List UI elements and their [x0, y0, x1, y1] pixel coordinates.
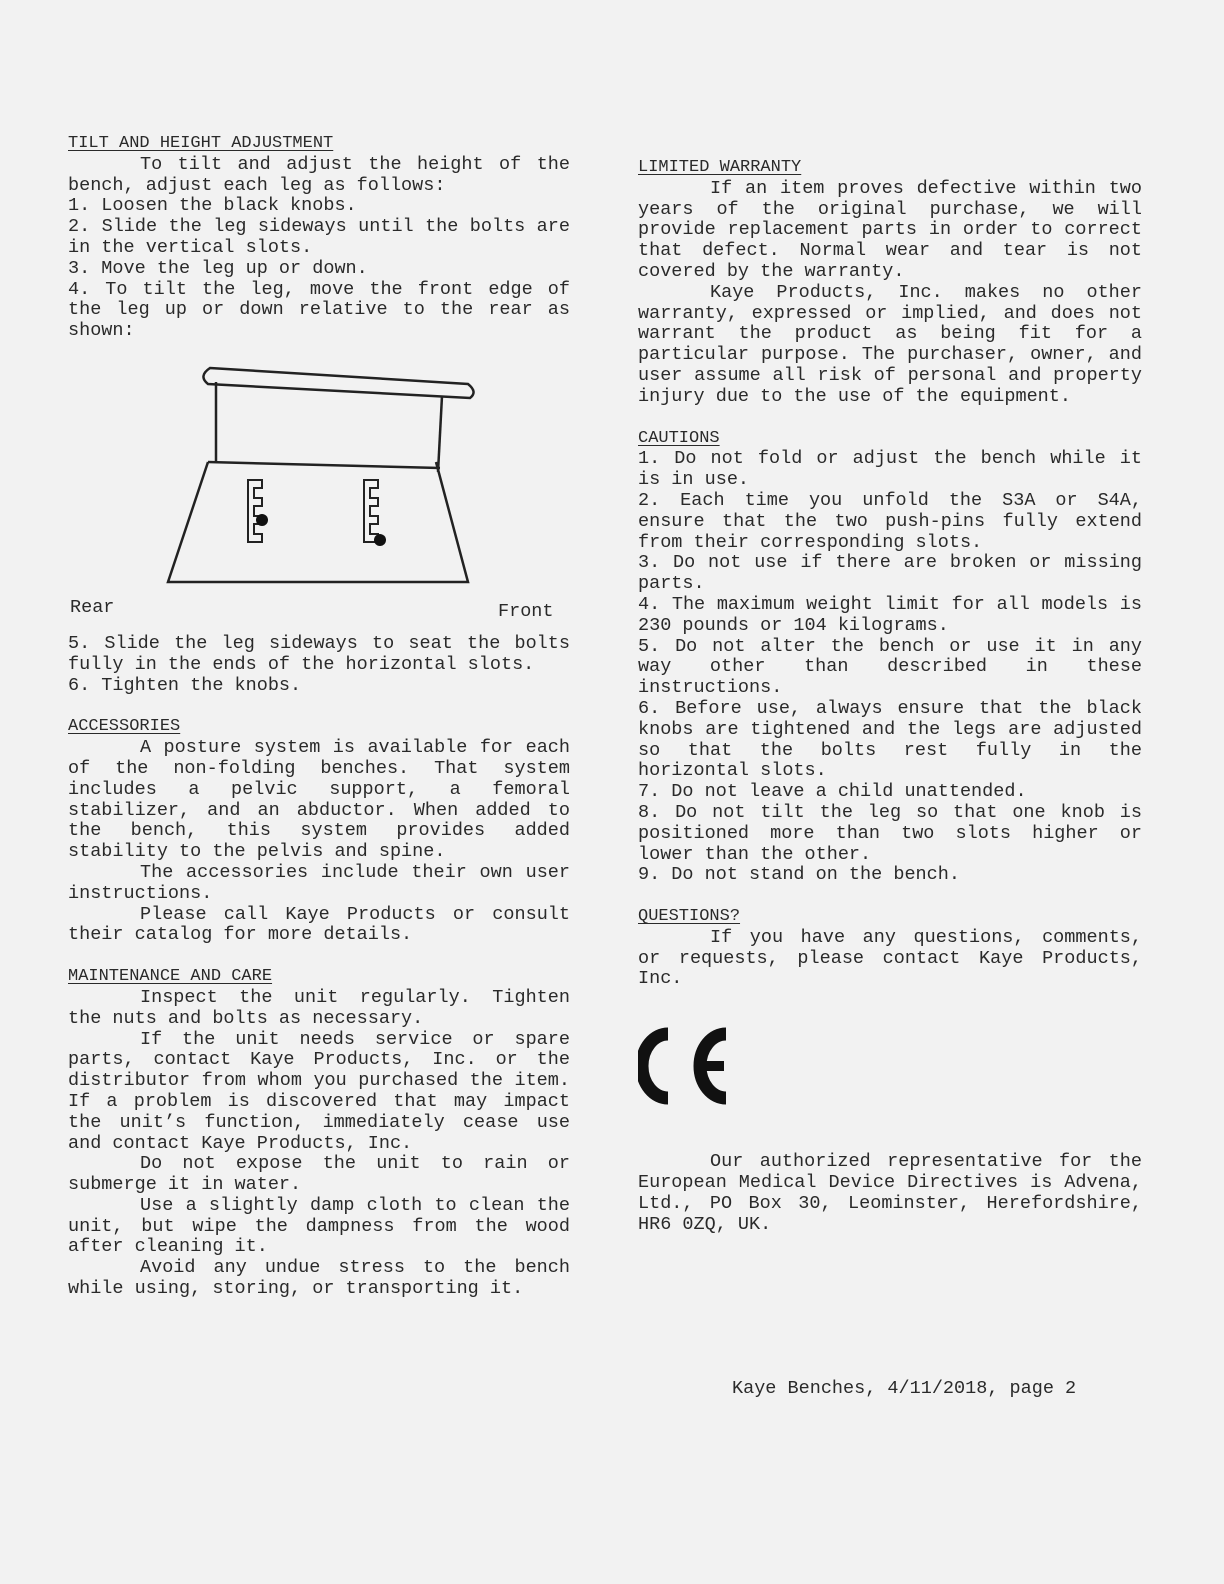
rear-slot	[248, 480, 262, 542]
caution-item: 9. Do not stand on the bench.	[638, 864, 960, 886]
caution-item: 7. Do not leave a child unattended.	[638, 781, 1027, 803]
rear-knob	[256, 514, 268, 526]
maintenance-paragraph: Use a slightly damp cloth to clean the unit, but wipe the dampness from the wood after cleaning it.	[68, 1194, 570, 1258]
maintenance-heading: MAINTENANCE AND CARE	[68, 967, 273, 987]
representative-paragraph: Our authorized representative for the European Medical Device Directives is Advena, Ltd., PO Box 30, Leominster, Herefordshire, HR6 0ZQ, UK.	[638, 1151, 1142, 1235]
caution-item: 5. Do not alter the bench or use it in any way other than described in these instructions.	[638, 635, 1142, 699]
maintenance-paragraph: Inspect the unit regularly. Tighten the nuts and bolts as necessary.	[68, 986, 570, 1029]
maintenance-paragraph: Avoid any undue stress to the bench while using, storing, or transporting it.	[68, 1257, 570, 1300]
warranty-paragraph: If an item proves defective within two years of the original purchase, we will provide replacement parts in order to correct that defect. Normal wear and tear is not covered by the warranty.	[638, 177, 1142, 282]
bench-front-upright	[438, 396, 442, 472]
tilt-heading: TILT AND HEIGHT ADJUSTMENT	[68, 134, 334, 153]
accessories-paragraph: A posture system is available for each of the non-folding benches. That system includes a pelvic support, a femoral stabilizer, and an abductor. When added to the bench, this system provides added stability to the pelvis and spine.	[68, 737, 570, 863]
tilt-intro: To tilt and adjust the height of the bench, adjust each leg as follows:	[68, 153, 570, 196]
questions-heading: QUESTIONS?	[638, 907, 741, 927]
caution-item: 8. Do not tilt the leg so that one knob is positioned more than two slots higher or lower than the other.	[638, 801, 1142, 865]
caution-item: 2. Each time you unfold the S3A or S4A, ensure that the two push-pins fully extend from their corresponding slots.	[638, 489, 1142, 553]
accessories-paragraph: The accessories include their own user instructions.	[68, 861, 570, 904]
rear-label: Rear	[70, 596, 115, 618]
tilt-step: 6. Tighten the knobs.	[68, 674, 302, 696]
bench-leg-frame	[168, 462, 468, 582]
caution-item: 4. The maximum weight limit for all models is 230 pounds or 104 kilograms.	[638, 593, 1142, 636]
maintenance-paragraph: If the unit needs service or spare parts, contact Kaye Products, Inc. or the distributor from whom you purchased the item. If a problem is discovered that may impact the unit’s function, immediately cease use and contact Kaye Products, Inc.	[68, 1028, 570, 1154]
front-knob	[374, 534, 386, 546]
bench-top	[203, 368, 473, 398]
tilt-step: 5. Slide the leg sideways to seat the bolts fully in the ends of the horizontal slots.	[68, 632, 570, 675]
front-label: Front	[498, 600, 554, 622]
bench-crossbar	[208, 462, 440, 468]
questions-paragraph: If you have any questions, comments, or requests, please contact Kaye Products, Inc.	[638, 926, 1142, 990]
bench-leg-diagram	[68, 350, 488, 590]
tilt-step: 2. Slide the leg sideways until the bolts are in the vertical slots.	[68, 216, 570, 258]
caution-item: 3. Do not use if there are broken or missing parts.	[638, 552, 1142, 595]
caution-item: 1. Do not fold or adjust the bench while it is in use.	[638, 448, 1142, 491]
accessories-heading: ACCESSORIES	[68, 717, 181, 737]
tilt-step: 3. Move the leg up or down.	[68, 257, 368, 279]
cautions-heading: CAUTIONS	[638, 428, 720, 448]
page-footer: Kaye Benches, 4/11/2018, page 2	[732, 1378, 1077, 1399]
front-slot	[364, 480, 378, 542]
warranty-heading: LIMITED WARRANTY	[638, 158, 802, 177]
tilt-step: 4. To tilt the leg, move the front edge of the leg up or down relative to the rear as shown:	[68, 278, 570, 342]
ce-mark-logo	[638, 1026, 738, 1106]
accessories-paragraph: Please call Kaye Products or consult their catalog for more details.	[68, 903, 570, 946]
left-column	[68, 134, 570, 1300]
right-column	[638, 158, 1142, 1235]
warranty-paragraph: Kaye Products, Inc. makes no other warranty, expressed or implied, and does not warrant the product as being fit for a particular purpose. The purchaser, owner, and user assume all risk of personal and property injury due to the use of the equipment.	[638, 281, 1142, 407]
maintenance-paragraph: Do not expose the unit to rain or submerge it in water.	[68, 1153, 570, 1196]
tilt-step: 1. Loosen the black knobs.	[68, 195, 357, 217]
caution-item: 6. Before use, always ensure that the black knobs are tightened and the legs are adjusted so that the bolts rest fully in the horizontal slots.	[638, 697, 1142, 782]
